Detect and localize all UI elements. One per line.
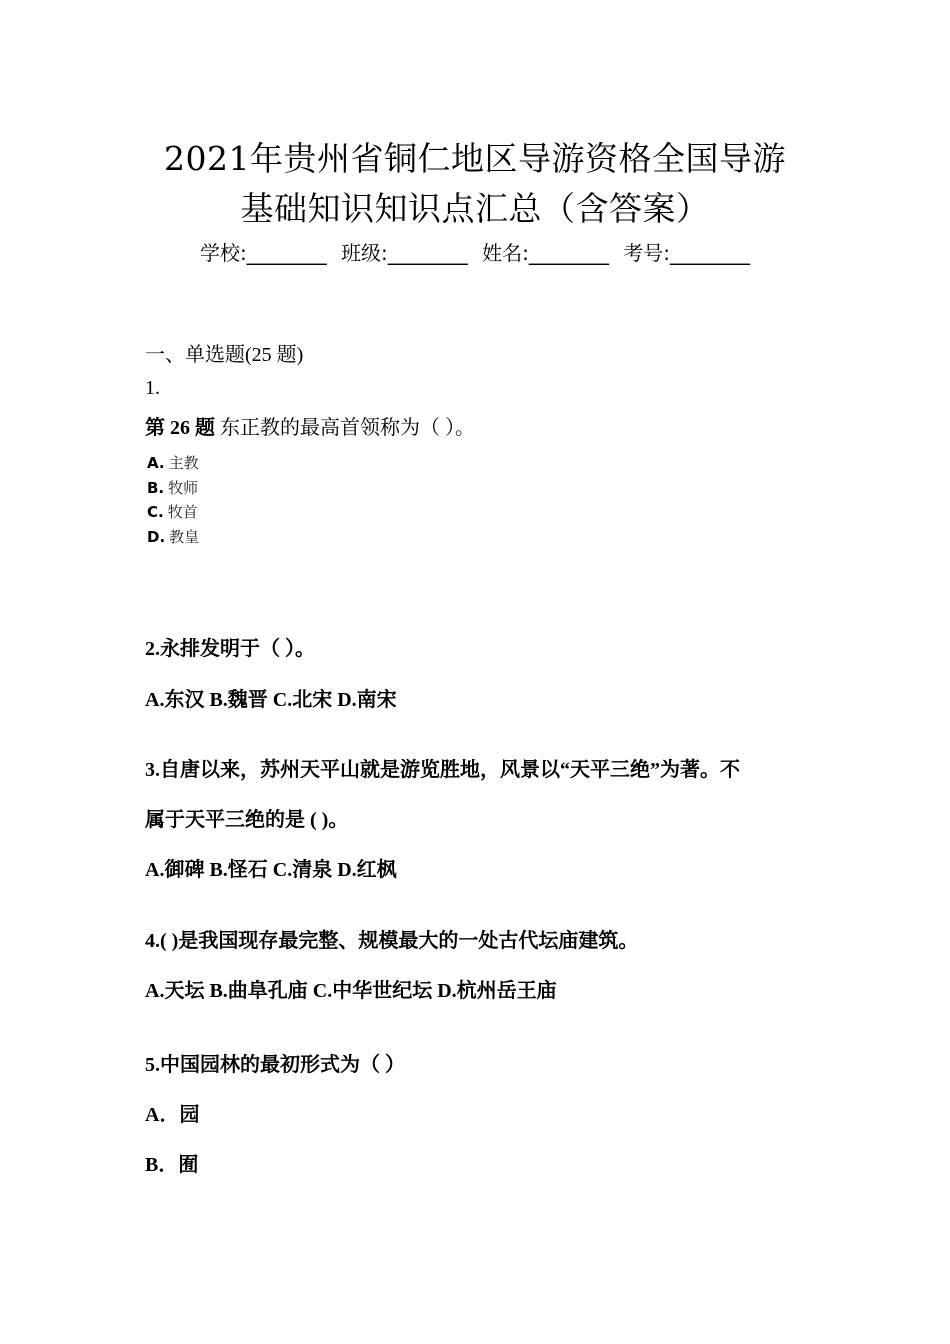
student-info-line: [0, 237, 950, 266]
question-4-options: A.天坛 B.曲阜孔庙 C.中华世纪坛 D.杭州岳王庙: [145, 980, 557, 1002]
option-text: 牧师: [168, 478, 199, 497]
question-1-lead: 第 26 题: [145, 417, 215, 439]
option-text: 牧首: [167, 503, 198, 521]
option-text: 主教: [168, 454, 199, 472]
option-letter: A.: [147, 454, 165, 472]
class-field: 班级:________: [341, 241, 468, 265]
option-letter: D.: [147, 527, 166, 546]
question-1-number: 1.: [145, 377, 160, 399]
exam-number-field: 考号:________: [623, 241, 751, 265]
question-1-option-b: [147, 476, 199, 501]
question-4-text: 4.( )是我国现存最完整、规模最大的一处古代坛庙建筑。: [145, 930, 639, 952]
question-1-text: [145, 411, 475, 440]
question-5-option-b: B．囿: [145, 1154, 199, 1176]
option-letter: B.: [147, 478, 165, 497]
document-title-line-2: 基础知识知识点汇总（含答案）: [240, 189, 710, 228]
question-1-option-a: [147, 451, 199, 476]
name-field: 姓名:________: [482, 241, 609, 265]
document-title-line-1: 2021年贵州省铜仁地区导游资格全国导游: [164, 139, 786, 178]
question-1-body: 东正教的最高首领称为（ ）。: [215, 417, 475, 439]
question-1-options: [147, 451, 199, 549]
question-3-text-line-2: 属于天平三绝的是 ( )。: [145, 809, 349, 831]
question-1-option-d: [147, 525, 199, 550]
option-letter: C.: [147, 503, 164, 521]
question-5-option-a: A．园: [145, 1104, 200, 1126]
question-2-text: 2.永排发明于（ ）。: [145, 638, 315, 660]
option-text: 教皇: [169, 527, 200, 546]
question-1-option-c: [147, 500, 199, 525]
question-3-text-line-1: 3.自唐以来，苏州天平山就是游览胜地，风景以“天平三绝”为著。不: [145, 759, 740, 781]
question-2-options: A.东汉 B.魏晋 C.北宋 D.南宋: [145, 689, 397, 711]
question-3-options: A.御碑 B.怪石 C.清泉 D.红枫: [145, 859, 397, 881]
section-heading: 一、单选题(25 题): [145, 344, 304, 366]
question-5-text: 5.中国园林的最初形式为（ ）: [145, 1054, 405, 1076]
school-field: 学校:________: [199, 241, 327, 265]
